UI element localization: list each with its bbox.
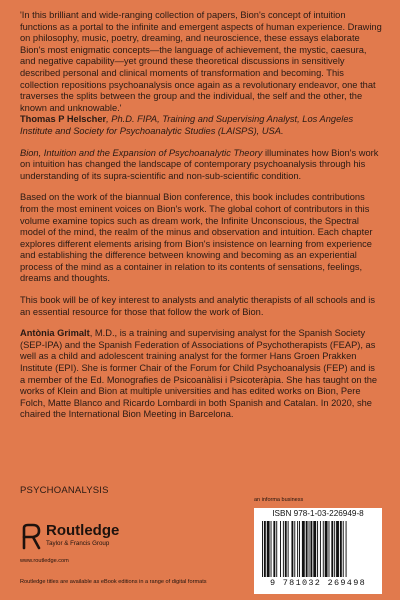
endorsement-quote: 'In this brilliant and wide-ranging collection of papers, Bion's concept of intuition functions as a portal to the infinite and emergent aspects of human experience. Drawing on philosophy, music, poetry, dreaming, and neuroscience, these essays elaborate Bion's most enigmatic concepts—the language of achievement, the mystic, caesura, and negative capability—yet ground these theoretical discussions in sensitively described personal and clinical moments of transformation and becoming. This collection repositions psychoanalysis once again as a revolutionary endeavor, one that traverses the splits between the group and the individual, the self and the other, the known and unknowable.' — [20, 10, 382, 113]
endorser-credentials: , Ph.D. FIPA, Training and Supervising Analyst, Los Angeles Institute and Society for Psychoanalytic Studies (LAISPS), USA. — [20, 114, 354, 136]
isbn-text: ISBN 978-1-03-226949-8 — [272, 509, 364, 518]
author-bio-text: , M.D., is a training and supervising analyst for the Spanish Society (SEP-IPA) and the Spanish Federation of Associations of Psychotherapists (FEAP), as well as a child and adolescent training analyst for the former Hans Groen Prakken Institute (EPI). She is former Chair of the Forum for Child Psychoanalysis (FEP) and is a member of the Ed. Monografies de Psicoanàlisi i Psicoteràpia. She has taught on the works of Klein and Bion at multiple universities and has edited works on Bion, Pere Folch, Matte Blanco and Ricardo Lombardi in both Spanish and Catalan. In 2020, she chaired the International Bion Meeting in Barcelona. — [20, 328, 378, 420]
ebook-note: Routledge titles are available as eBook editions in a range of digital formats — [20, 579, 207, 585]
routledge-logo-icon — [20, 522, 42, 552]
publisher-website: www.routledge.com — [20, 558, 69, 564]
publisher-logo — [20, 522, 160, 562]
book-summary — [20, 148, 382, 183]
author-name: Antònia Grimalt — [20, 328, 90, 339]
barcode-panel — [254, 508, 382, 594]
publisher-subtitle: Taylor & Francis Group — [46, 540, 110, 547]
author-bio — [20, 328, 382, 421]
barcode-bars — [262, 521, 374, 577]
book-title: Bion, Intuition and the Expansion of Psychoanalytic Theory — [20, 147, 263, 158]
summary-text: illuminates how Bion's work on intuition has changed the landscape of contemporary psychoanalysis through his understanding of its supra-scientific and non-sub-scientific condition. — [20, 147, 379, 181]
category-label: PSYCHOANALYSIS — [20, 485, 109, 496]
book-description: Based on the work of the biannual Bion conference, this book includes contributions from the most eminent voices on Bion's work. The global cohort of contributors in this volume examine topics such as dream work, the Infinite Unconscious, the Spectral model of the mind, the realm of the minus and observation and intuition. Each chapter explores different elements arising from Bion's insistence on learning from experience and establishing the difference between knowing and becoming as an experiential process of the mind as a container in relation to its contents of sensations, feelings, dreams and thoughts. — [20, 192, 373, 284]
endorser-name: Thomas P Helscher — [20, 114, 107, 125]
back-cover-text — [20, 10, 382, 421]
endorsement-attribution — [20, 114, 382, 137]
informa-label: an informa business — [254, 497, 304, 503]
publisher-name: Routledge — [46, 522, 120, 539]
audience-statement: This book will be of key interest to analysts and analytic therapists of all schools and is an essential resource for those that follow the work of Bion. — [20, 295, 376, 317]
barcode-digits: 9 781032 269498 — [269, 578, 366, 588]
